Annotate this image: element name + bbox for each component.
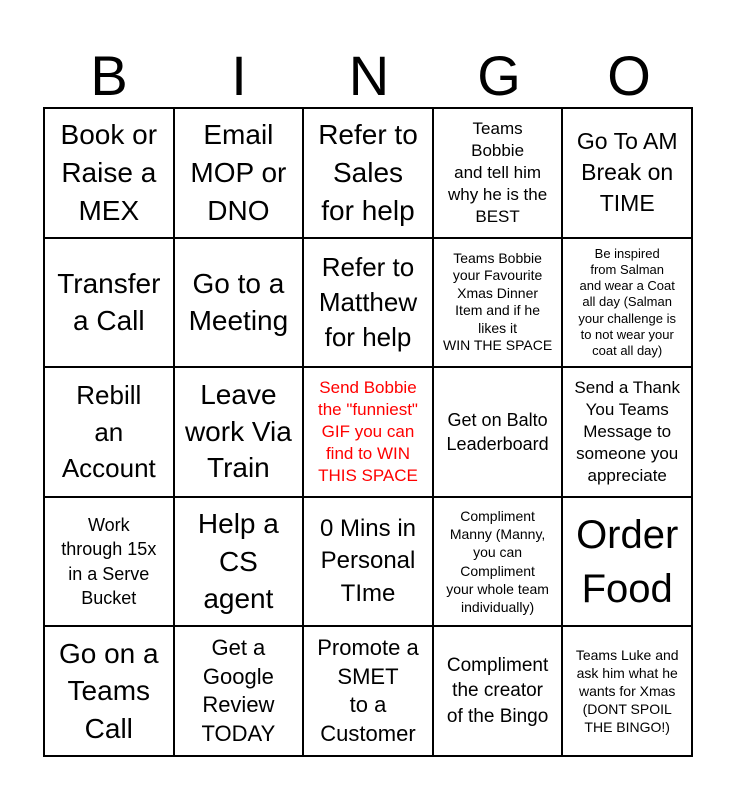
bingo-cell-text: Go on a Teams Call: [58, 637, 159, 745]
bingo-cell[interactable]: [174, 626, 304, 756]
bingo-cell-text: Order Food: [576, 512, 679, 611]
bingo-cell-text: Transfer a Call: [57, 267, 161, 337]
bingo-cell-text: Refer to Sales for help: [318, 119, 418, 226]
bingo-cell[interactable]: [44, 238, 174, 368]
bingo-cell-text: Email MOP or DNO: [190, 119, 287, 226]
header-letter-o: O: [607, 44, 651, 107]
bingo-cell[interactable]: [174, 367, 304, 497]
bingo-cell[interactable]: [433, 626, 563, 756]
bingo-cell-text: Leave work Via Train: [184, 379, 292, 484]
bingo-cell[interactable]: [433, 497, 563, 627]
bingo-cell[interactable]: [303, 108, 433, 238]
bingo-cell-text: Send a Thank You Teams Message to someone you appreciate: [574, 377, 680, 486]
bingo-cell-text: Teams Luke and ask him what he wants for Xmas (DONT SPOIL THE BINGO!): [575, 646, 679, 736]
bingo-header: [44, 44, 694, 108]
bingo-cell-text: Teams Bobbie and tell him why he is the BEST: [447, 118, 548, 226]
bingo-cell-text: Compliment Manny (Manny, you can Compliment your whole team individually): [446, 508, 549, 615]
bingo-cell-text: Rebill an Account: [61, 380, 156, 484]
bingo-cell[interactable]: [44, 108, 174, 238]
bingo-cell-text: Go To AM Break on TIME: [576, 128, 678, 217]
bingo-cell-text: Promote a SMET to a Customer: [317, 635, 419, 746]
bingo-cell[interactable]: [303, 367, 433, 497]
bingo-cell[interactable]: [433, 367, 563, 497]
header-letter-i: I: [231, 44, 247, 107]
bingo-cell[interactable]: [433, 238, 563, 368]
bingo-cell[interactable]: [433, 108, 563, 238]
bingo-cell[interactable]: [174, 238, 304, 368]
bingo-cell-text: Refer to Matthew for help: [318, 251, 418, 352]
bingo-cell-text: Teams Bobbie your Favourite Xmas Dinner Item and if he likes it WIN THE SPACE: [443, 249, 553, 354]
header-letter-g: G: [477, 44, 521, 107]
header-letter-n: N: [348, 44, 390, 107]
bingo-cell-text: Be inspired from Salman and wear a Coat all day (Salman your challenge is to not wear your coat all day): [578, 245, 676, 359]
bingo-cell-text: Compliment the creator of the Bingo: [446, 654, 549, 728]
bingo-cell-text: Get on Balto Leaderboard: [446, 409, 549, 454]
bingo-cell-text: 0 Mins in Personal TIme: [319, 515, 417, 607]
bingo-cell[interactable]: [44, 367, 174, 497]
bingo-cell-text: Get a Google Review TODAY: [201, 635, 276, 746]
bingo-cell[interactable]: [303, 497, 433, 627]
bingo-cell-text: Help a CS agent: [197, 507, 279, 615]
bingo-cell[interactable]: [174, 497, 304, 627]
bingo-cell-text: Book or Raise a MEX: [60, 119, 158, 226]
bingo-cell[interactable]: [562, 497, 692, 627]
bingo-cell[interactable]: [44, 626, 174, 756]
bingo-cell[interactable]: [562, 238, 692, 368]
bingo-cell[interactable]: [303, 626, 433, 756]
bingo-cell[interactable]: [303, 238, 433, 368]
bingo-cell-text: Work through 15x in a Serve Bucket: [61, 515, 157, 608]
bingo-cell[interactable]: [174, 108, 304, 238]
bingo-cell[interactable]: [562, 626, 692, 756]
bingo-cell[interactable]: [562, 108, 692, 238]
bingo-cell[interactable]: [44, 497, 174, 627]
bingo-cell[interactable]: [562, 367, 692, 497]
header-letter-b: B: [90, 44, 128, 107]
bingo-cell-text: Go to a Meeting: [188, 267, 289, 337]
bingo-cell-text: Send Bobbie the "funniest" GIF you can find to WIN THIS SPACE: [318, 377, 418, 486]
bingo-board: [43, 107, 693, 757]
